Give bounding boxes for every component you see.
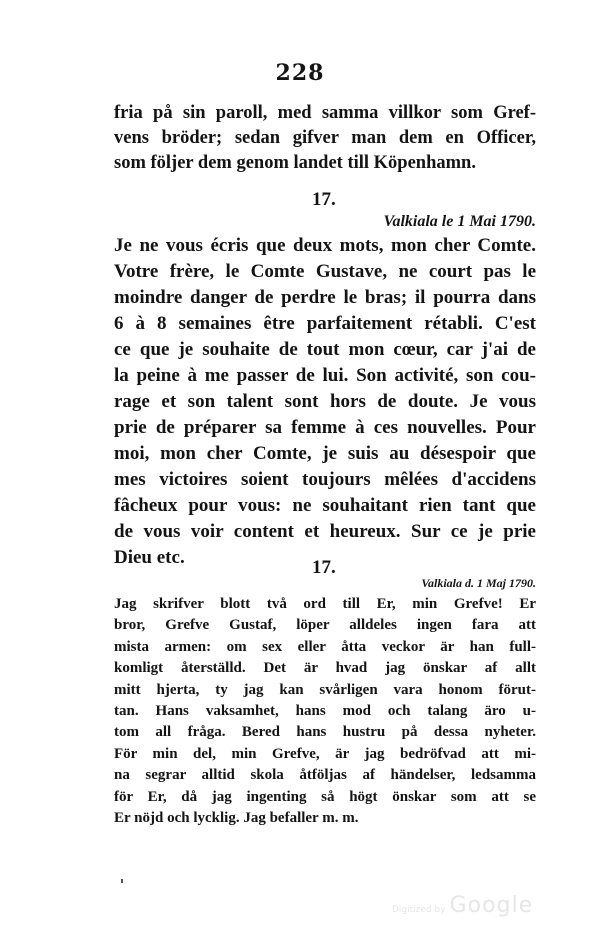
text-line: mitt hjerta, ty jag kan svårligen vara honom förut-	[114, 681, 536, 698]
text-line: 6 à 8 semaines être parfaitement rétabli. C'est	[114, 313, 536, 334]
text-line: För min del, min Grefve, är jag bedröfvad att mi-	[114, 745, 536, 762]
french-dateline: Valkiala le 1 Mai 1790.	[383, 213, 536, 230]
text-line: fâcheux pour vous: ne souhaitant rien tant que	[114, 495, 536, 516]
text-line: bror, Grefve Gustaf, löper alldeles ingen fara att	[114, 617, 536, 634]
text-line: mes victoires soient toujours mêlées d'accidens	[114, 469, 536, 490]
text-line: Votre frère, le Comte Gustave, ne court pas le	[114, 261, 536, 282]
watermark-brand: Google	[449, 893, 534, 918]
text-line: fria på sin paroll, med samma villkor som Gref-	[114, 103, 536, 123]
text-line: la peine à me passer de lui. Son activité, son cou-	[114, 365, 536, 386]
text-line: mista armen: om sex eller åtta veckor är han full-	[114, 638, 536, 655]
swedish-section-number: 17.	[312, 557, 336, 578]
text-line: tan. Hans vaksamhet, hans mod och talang äro u-	[114, 703, 536, 720]
text-line: moindre danger de perdre le bras; il pourra dans	[114, 287, 536, 308]
ink-speck	[121, 879, 123, 883]
french-letter-paragraph	[114, 233, 536, 571]
text-line: moi, mon cher Comte, je suis au désespoir que	[114, 443, 536, 464]
text-line: ce que je souhaite de tout mon cœur, car j'ai de	[114, 339, 536, 360]
text-line: Dieu etc.	[114, 547, 185, 568]
text-line: vens bröder; sedan gifver man dem en Officer,	[114, 128, 536, 148]
text-line: för Er, då jag ingenting så högt önskar som att se	[114, 788, 536, 805]
text-line: Jag skrifver blott två ord till Er, min Grefve! Er	[114, 596, 536, 612]
text-line: som följer dem genom landet till Köpenhamn.	[114, 153, 476, 173]
text-line: na segrar alltid skola åtföljas af händelser, ledsamma	[114, 767, 536, 784]
swedish-dateline: Valkiala d. 1 Maj 1790.	[421, 576, 536, 590]
swedish-letter-paragraph	[114, 594, 536, 829]
text-line: Je ne vous écris que deux mots, mon cher Comte.	[114, 235, 536, 256]
french-section-number: 17.	[312, 189, 336, 210]
swedish-continuation-paragraph	[114, 101, 536, 176]
digitized-watermark	[392, 893, 533, 918]
page-number: 228	[275, 60, 325, 86]
text-line: Er nöjd och lycklig. Jag befaller m. m.	[114, 810, 359, 827]
text-line: de vous voir content et heureux. Sur ce je prie	[114, 521, 536, 542]
text-line: rage et son talent sont hors de doute. Je vous	[114, 391, 536, 412]
watermark-prefix: Digitized by	[392, 905, 446, 915]
text-line: prie de préparer sa femme à ces nouvelles. Pour	[114, 417, 536, 438]
text-line: komligt återställd. Det är hvad jag önskar af allt	[114, 660, 536, 677]
text-line: tom all fråga. Bered hans hustru på dessa nyheter.	[114, 724, 536, 741]
